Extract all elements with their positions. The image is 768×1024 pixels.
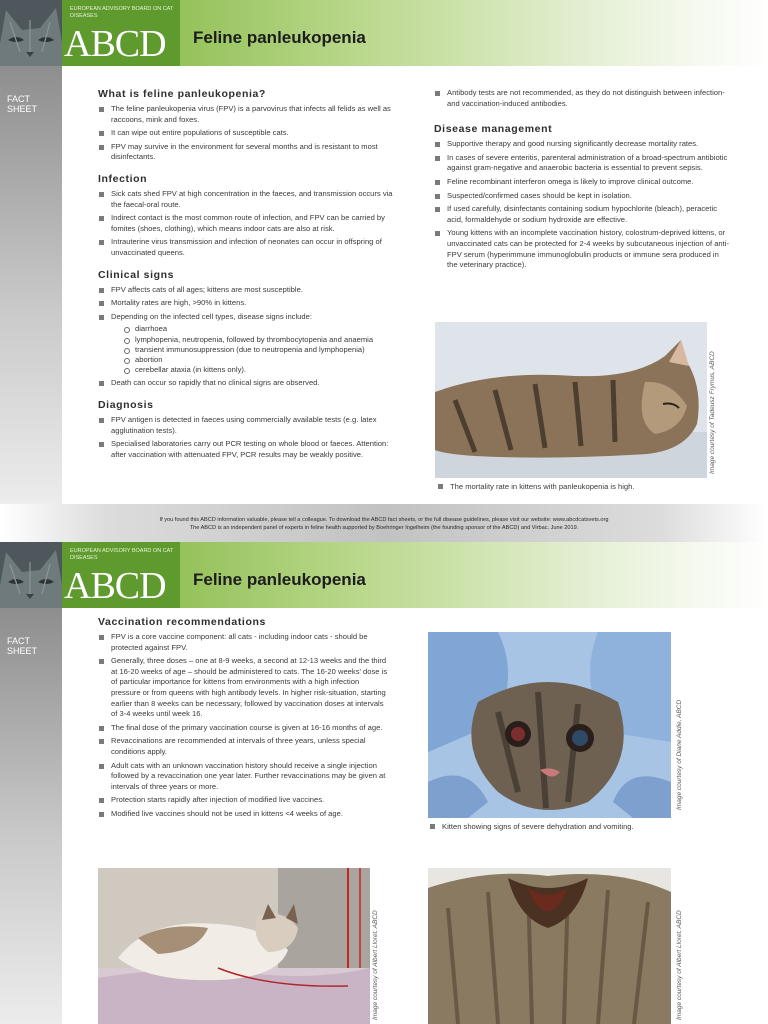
- list-item: It can wipe out entire populations of susceptible cats.: [98, 128, 398, 139]
- list-item: Specialised laboratories carry out PCR testing on whole blood or faeces. Attention: after vaccination with attenuated FPV, PCR results may be weakly positive.: [98, 439, 398, 460]
- section-heading-diagnosis: Diagnosis: [98, 398, 154, 411]
- footer-line-1: If you found this ABCD information valuable, please tell a colleague. To download the ABCD fact sheets, or the full disease guidelines, please visit our website: www.abcdcatsvets.org: [159, 517, 609, 523]
- photo-caption: The mortality rate in kittens with panleukopenia is high.: [437, 482, 707, 492]
- photo-credit: Image courtesy of Tadeusz Frymus, ABCD: [709, 351, 716, 474]
- clinical-signs-list: [98, 285, 398, 389]
- vaccination-list: [98, 632, 388, 820]
- sub-list-item: diarrhoea: [111, 324, 398, 334]
- what-is-list: [98, 104, 398, 163]
- fact-sheet-page-2: [0, 542, 768, 1024]
- list-item: FPV antigen is detected in faeces using commercially available tests (e.g. latex agglutination tests).: [98, 415, 398, 436]
- section-heading-vaccination: Vaccination recommendations: [98, 616, 266, 628]
- kitten-photo: [435, 322, 707, 478]
- sub-list-item: lymphopenia, neutropenia, followed by thrombocytopenia and anaemia: [111, 335, 398, 345]
- disease-signs-sublist: [111, 324, 398, 375]
- list-item-text: Depending on the infected cell types, disease signs include:: [111, 311, 312, 321]
- header-banner: [0, 0, 768, 66]
- page-title: Feline panleukopenia: [193, 570, 366, 589]
- list-item: Suspected/confirmed cases should be kept in isolation.: [434, 191, 730, 202]
- list-item: Young kittens with an incomplete vaccination history, colostrum-deprived kittens, or unvaccinated cats can be protected for 2-4 weeks by subcutaneous injection of anti-FPV serum (hyperimmune immunoglobulin products or immune sera produced in the veterinary practice).: [434, 228, 730, 270]
- list-item: [98, 312, 398, 376]
- list-item: The final dose of the primary vaccination course is given at 16-16 months of age.: [98, 723, 388, 734]
- photo-credit: Image courtesy of Diane Addie, ABCD: [676, 699, 683, 810]
- fact-sheet-label: FACT SHEET: [7, 94, 38, 114]
- logo-text: ABCD: [64, 23, 166, 65]
- diagnosis-list: [98, 415, 398, 460]
- list-item: FPV is a core vaccine component: all cats - including indoor cats - should be protected against FPV.: [98, 632, 388, 653]
- vaccination-column: [98, 616, 388, 823]
- sub-list-item: cerebellar ataxia (in kittens only).: [111, 365, 398, 375]
- section-heading-disease-management: Disease management: [434, 123, 553, 136]
- logo-subtitle: EUROPEAN ADVISORY BOARD ON CAT DISEASES: [70, 548, 174, 561]
- photo-credit: Image courtesy of Albert Lloret, ABCD: [676, 910, 683, 1020]
- sub-list-item: transient immunosuppression (due to neutropenia and lymphopenia): [111, 345, 398, 355]
- cat-fur-photo: [428, 868, 671, 1024]
- fact-sheet-label: FACT SHEET: [7, 636, 38, 656]
- infection-list: [98, 189, 398, 259]
- antibody-list: [434, 88, 730, 109]
- list-item: FPV may survive in the environment for several months and is resistant to most disinfectants.: [98, 142, 398, 163]
- footer-bar: [0, 504, 768, 542]
- left-column: [98, 88, 398, 463]
- cat-on-drip-photo: [98, 868, 370, 1024]
- sidebar-strip: [0, 608, 62, 1024]
- list-item: Mortality rates are high, >90% in kittens.: [98, 298, 398, 309]
- header-banner: [0, 542, 768, 608]
- section-heading-clinical-signs: Clinical signs: [98, 268, 175, 281]
- right-column: [434, 88, 730, 274]
- list-item: Modified live vaccines should not be used in kittens <4 weeks of age.: [98, 809, 388, 820]
- section-heading-infection: Infection: [98, 172, 148, 185]
- cat-face-logo-icon: [0, 542, 62, 608]
- list-item: If used carefully, disinfectants containing sodium hypochlorite (bleach), peracetic acid, formaldehyde or sodium hydroxide are effective.: [434, 204, 730, 225]
- disease-management-list: [434, 139, 730, 271]
- list-item: Revaccinations are recommended at intervals of three years, unless special conditions apply.: [98, 736, 388, 757]
- list-item: The feline panleukopenia virus (FPV) is a parvovirus that infects all felids as well as raccoons, mink and foxes.: [98, 104, 398, 125]
- sub-list-item: abortion: [111, 355, 398, 365]
- footer-line-2: The ABCD is an independent panel of experts in feline health supported by Boehringer Ingelheim (the founding sponsor of the ABCD) and Virbac. June 2019.: [189, 525, 579, 531]
- cat-face-logo-icon: [0, 0, 62, 66]
- list-item: Feline recombinant interferon omega is likely to improve clinical outcome.: [434, 177, 730, 188]
- list-item: FPV affects cats of all ages; kittens are most susceptible.: [98, 285, 398, 296]
- list-item: In cases of severe enteritis, parenteral administration of a broad-spectrum antibiotic against gram-negative and anaerobic bacteria is essential to prevent sepsis.: [434, 153, 730, 174]
- list-item: Generally, three doses – one at 8-9 weeks, a second at 12-13 weeks and the third at 16-20 weeks of age – should be administered to cats. The 16-20 weeks' dose is of particular importance for kittens from environments with a high infection pressure or from queens with high antibody levels. In higher risk-situation, starting earlier than 8 weeks can be necessary, followed by vaccination doses at intervals of 3-4 weeks until week 16.: [98, 656, 388, 720]
- photo-credit: Image courtesy of Albert Lloret, ABCD: [372, 910, 379, 1020]
- logo-text: ABCD: [64, 565, 166, 607]
- page-title: Feline panleukopenia: [193, 28, 366, 47]
- sidebar-strip: [0, 66, 62, 504]
- list-item: Indirect contact is the most common route of infection, and FPV can be carried by fomites (shoes, clothing), which means indoor cats are also at risk.: [98, 213, 398, 234]
- list-item: Antibody tests are not recommended, as they do not distinguish between infection- and vaccination-induced antibodies.: [434, 88, 730, 109]
- list-item: Sick cats shed FPV at high concentration in the faeces, and transmission occurs via the faecal-oral route.: [98, 189, 398, 210]
- list-item: Intrauterine virus transmission and infection of neonates can occur in offspring of unvaccinated queens.: [98, 237, 398, 258]
- dehydrated-kitten-photo: [428, 632, 671, 818]
- list-item: Adult cats with an unknown vaccination history should receive a single injection followed by a revaccination one year later. Further revaccinations may be given at intervals of three years or more.: [98, 761, 388, 793]
- photo-caption: Kitten showing signs of severe dehydration and vomiting.: [429, 822, 679, 832]
- list-item: Death can occur so rapidly that no clinical signs are observed.: [98, 378, 398, 389]
- logo-subtitle: EUROPEAN ADVISORY BOARD ON CAT DISEASES: [70, 6, 174, 19]
- list-item: Supportive therapy and good nursing significantly decrease mortality rates.: [434, 139, 730, 150]
- list-item: Protection starts rapidly after injection of modified live vaccines.: [98, 795, 388, 806]
- section-heading-what-is: What is feline panleukopenia?: [98, 88, 266, 100]
